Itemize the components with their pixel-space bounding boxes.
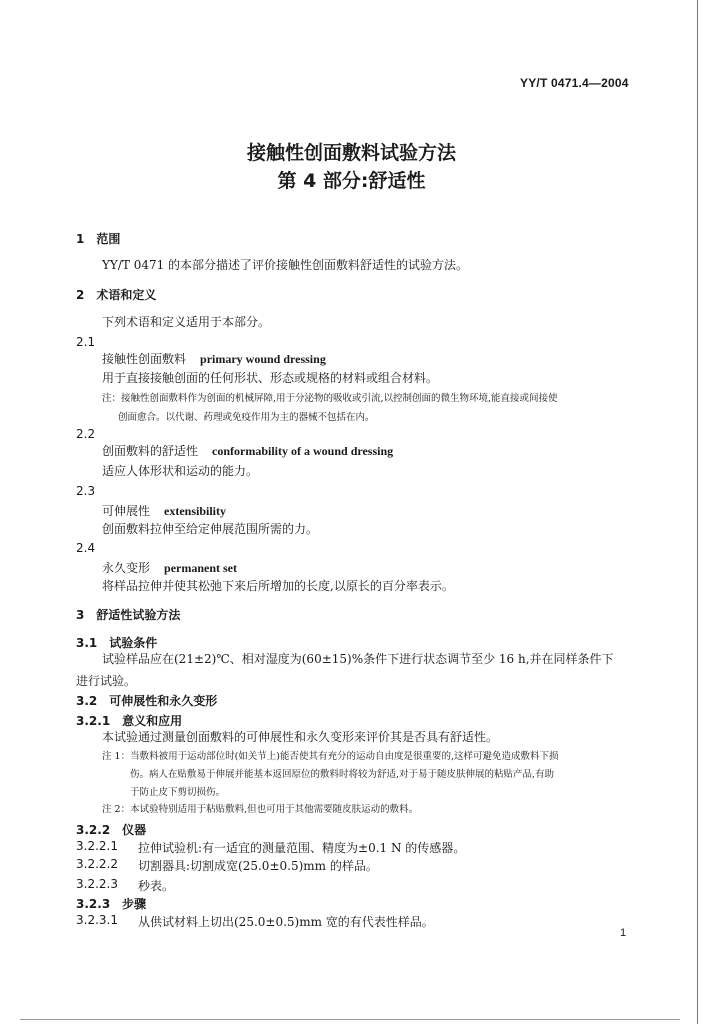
paragraph: 试验样品应在(21±2)℃、相对湿度为(60±15)%条件下进行状态调节至少 16 h,并在同样条件下 (102, 652, 614, 666)
note: 注 1：当敷料被用于运动部位时(如关节上)能否使其有充分的运动自由度是很重要的,这样可避免造成敷料下损 (102, 751, 559, 762)
item-text: 从供试材料上切出(25.0±0.5)mm 宽的有代表性样品。 (138, 915, 434, 929)
item-text: 拉伸试验机:有一适宜的测量范围、精度为±0.1 N 的传感器。 (138, 841, 466, 855)
term-entry (102, 442, 393, 459)
term-number: 2.2 (76, 427, 96, 441)
term-chinese: 创面敷料的舒适性 (102, 444, 199, 458)
item-number: 3.2.2.1 (76, 839, 118, 853)
term-chinese: 永久变形 (102, 561, 151, 575)
paragraph: 本试验通过测量创面敷料的可伸展性和永久变形来评价其是否具有舒适性。 (102, 730, 499, 744)
note: 于防止皮下剪切损伤。 (130, 787, 226, 798)
section-heading-terms: 2 术语和定义 (76, 288, 157, 302)
note: 注：接触性创面敷料作为创面的机械屏障,用于分泌物的吸收或引流,以控制创面的微生物环境,能直接或间接使 (102, 393, 558, 404)
term-english: permanent set (164, 561, 237, 575)
item-number: 3.2.2.3 (76, 877, 118, 891)
term-number: 2.1 (76, 335, 96, 349)
term-english: extensibility (164, 504, 227, 518)
subsection-heading: 3.2.2 仪器 (76, 823, 147, 837)
item-number: 3.2.2.2 (76, 857, 118, 871)
term-definition: 创面敷料拉伸至给定伸展范围所需的力。 (102, 522, 319, 536)
paragraph: 进行试验。 (76, 674, 137, 688)
term-chinese: 可伸展性 (102, 504, 151, 518)
subsection-heading: 3.2.1 意义和应用 (76, 714, 183, 728)
term-entry (102, 350, 326, 367)
term-english: conformability of a wound dressing (212, 444, 394, 458)
term-entry (102, 559, 237, 576)
note: 伤。病人在贴敷易于伸展并能基本返回原位的敷料时将较为舒适,对于易于随皮肤伸展的粘贴产品,有助 (130, 769, 555, 780)
term-definition: 适应人体形状和运动的能力。 (102, 464, 259, 478)
page-number: 1 (620, 927, 627, 939)
item-text: 秒表。 (138, 879, 175, 893)
paragraph: YY/T 0471 的本部分描述了评价接触性创面敷料舒适性的试验方法。 (102, 258, 469, 272)
subsection-heading: 3.2 可伸展性和永久变形 (76, 694, 218, 708)
item-number: 3.2.3.1 (76, 913, 118, 927)
document-subtitle: 第 4 部分:舒适性 (277, 170, 426, 192)
term-chinese: 接触性创面敷料 (102, 352, 187, 366)
term-definition: 将样品拉伸并使其松弛下来后所增加的长度,以原长的百分率表示。 (102, 579, 454, 593)
subsection-heading: 3.1 试验条件 (76, 636, 158, 650)
term-number: 2.4 (76, 541, 96, 555)
paragraph: 下列术语和定义适用于本部分。 (102, 315, 271, 329)
term-number: 2.3 (76, 484, 96, 498)
term-definition: 用于直接接触创面的任何形状、形态或规格的材料或组合材料。 (102, 371, 439, 385)
note: 创面愈合。以代谢、药理或免疫作用为主的器械不包括在内。 (118, 412, 375, 423)
document-title: 接触性创面敷料试验方法 (246, 142, 456, 164)
term-english: primary wound dressing (200, 352, 326, 366)
section-heading-scope: 1 范围 (76, 232, 121, 246)
scan-edge-line (20, 1019, 680, 1020)
subsection-heading: 3.2.3 步骤 (76, 897, 147, 911)
note: 注 2：本试验特别适用于粘贴敷料,但也可用于其他需要随皮肤运动的敷料。 (102, 804, 419, 815)
item-text: 切割器具:切割成宽(25.0±0.5)mm 的样品。 (138, 859, 378, 873)
term-entry (102, 502, 226, 519)
standard-number: YY/T 0471.4—2004 (520, 76, 629, 90)
section-heading-method: 3 舒适性试验方法 (76, 608, 181, 622)
